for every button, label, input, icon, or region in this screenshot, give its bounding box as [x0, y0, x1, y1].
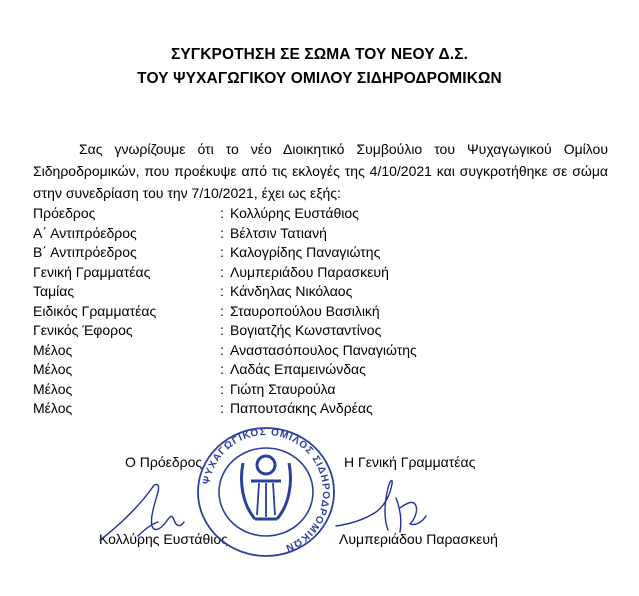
colon-separator: :	[220, 224, 224, 241]
member-role: Ταμίας	[33, 283, 75, 299]
club-stamp	[181, 423, 351, 561]
member-role: Μέλος	[33, 400, 73, 416]
member-name: Αναστασόπουλος Παναγιώτης	[230, 341, 417, 358]
colon-separator: :	[220, 380, 224, 397]
member-name: Βογιατζής Κωνσταντίνος	[230, 322, 382, 338]
member-name: Σταυροπούλου Βασιλική	[230, 302, 380, 319]
title-line-1: ΣΥΓΚΡΟΤΗΣΗ ΣΕ ΣΩΜΑ ΤΟΥ ΝΕΟΥ Δ.Σ.	[170, 46, 469, 63]
title-line-2: ΤΟΥ ΨΥΧΑΓΩΓΙΚΟΥ ΟΜΙΛΟΥ ΣΙΔΗΡΟΔΡΟΜΙΚΩΝ	[137, 70, 502, 87]
member-name: Λαδάς Επαμεινώνδας	[230, 361, 366, 377]
member-role: Γενική Γραμματέας	[33, 263, 151, 280]
colon-separator: :	[220, 341, 224, 358]
member-role: Ειδικός Γραμματέας	[33, 302, 157, 319]
member-role: Πρόεδρος	[33, 205, 96, 221]
member-role: Μέλος	[33, 380, 73, 397]
member-role: Μέλος	[33, 361, 73, 377]
member-name: Παπουτσάκης Ανδρέας	[230, 400, 373, 416]
member-name: Λυμπεριάδου Παρασκευή	[230, 263, 389, 280]
member-role: Α΄ Αντιπρόεδρος	[33, 224, 137, 241]
member-role: Γενικός Έφορος	[33, 322, 133, 338]
president-signature-name: Κολλύρης Ευστάθιος	[99, 531, 228, 547]
president-signature-title: Ο Πρόεδρος	[125, 454, 203, 470]
member-name: Κολλύρης Ευστάθιος	[230, 205, 359, 221]
member-role: Β΄ Αντιπρόεδρος	[33, 244, 137, 260]
colon-separator: :	[220, 263, 224, 280]
member-role: Μέλος	[33, 341, 73, 358]
colon-separator: :	[220, 302, 224, 319]
member-name: Βέλτσιν Τατιανή	[230, 224, 327, 241]
colon-separator: :	[220, 400, 224, 416]
secretary-signature-title: Η Γενική Γραμματέας	[344, 454, 476, 470]
colon-separator: :	[220, 205, 224, 221]
colon-separator: :	[220, 361, 224, 377]
colon-separator: :	[220, 322, 224, 338]
member-name: Γιώτη Σταυρούλα	[230, 380, 336, 397]
colon-separator: :	[220, 283, 224, 299]
member-name: Καλογρίδης Παναγιώτης	[230, 244, 381, 260]
svg-text:ΨΥΧΑΓΩΓΙΚΟΣ ΟΜΙΛΟΣ ΣΙΔΗΡΟΔΡΟΜΙ: ΨΥΧΑΓΩΓΙΚΟΣ ΟΜΙΛΟΣ ΣΙΔΗΡΟΔΡΟΜΙΚΩΝ	[201, 426, 332, 554]
intro-paragraph: Σας γνωρίζουμε ότι το νέο Διοικητικό Συμβούλιο του Ψυχαγωγικού Ομίλου Σιδηροδρομικών, που προέκυψε από τις εκλογές της 4/10/2021 και συγκροτήθηκε σε σώμα στην συνεδρίαση του την 7/10/2021, έχει ως εξής:	[33, 141, 608, 201]
secretary-signature-name: Λυμπεριάδου Παρασκευή	[339, 531, 498, 547]
member-name: Κάνδηλας Νικόλαος	[230, 283, 353, 299]
colon-separator: :	[220, 244, 224, 260]
